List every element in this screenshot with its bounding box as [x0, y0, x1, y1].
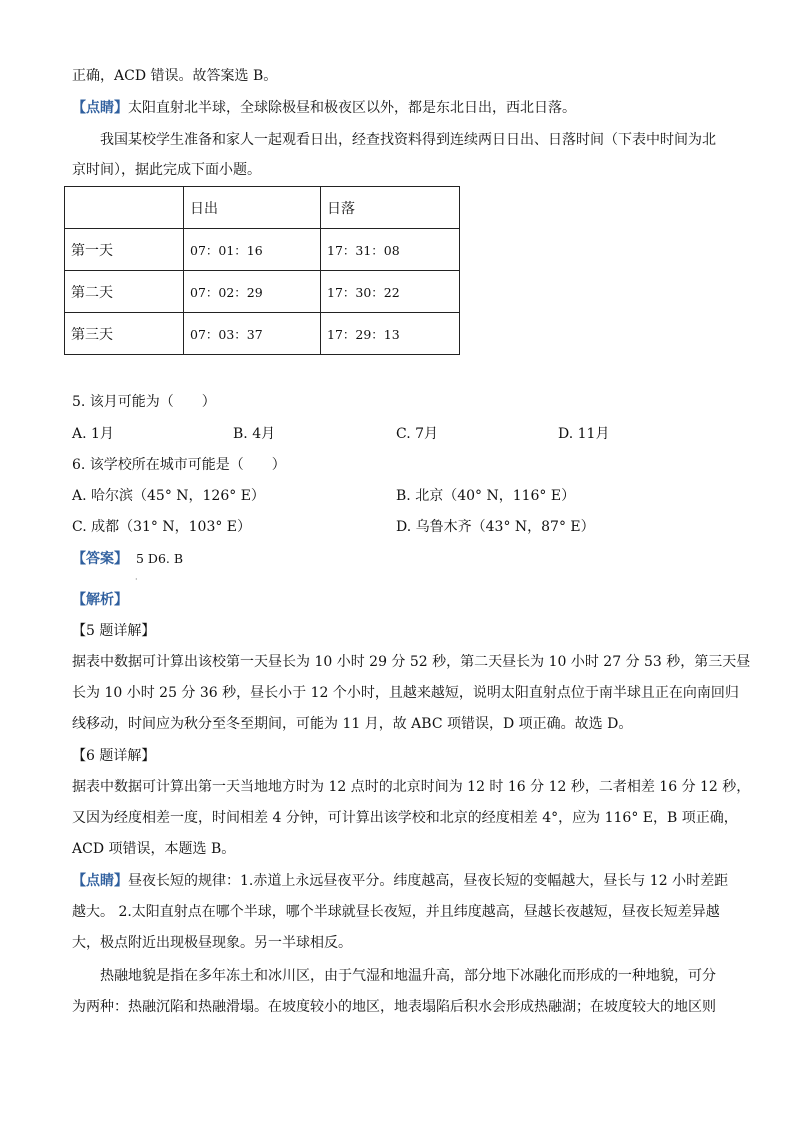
question-6-option-b: B. 北京（40° N，116° E） [396, 488, 576, 504]
thermokarst-line-1: 热融地貌是指在多年冻土和冰川区，由于气湿和地温升高，部分地下冰融化而形成的一种地貌，可分 [100, 968, 716, 984]
table-row [65, 229, 460, 271]
table-cell-day: 第一天 [65, 229, 184, 271]
intro-line-1: 我国某校学生准备和家人一起观看日出，经查找资料得到连续两日日出、日落时间（下表中时间为北 [100, 132, 716, 148]
dianjing-2-text: 昼夜长短的规律：1.赤道上永远昼夜平分。纬度越高，昼夜长短的变幅越大，昼长与 12 小时差距 [128, 873, 729, 889]
table-cell-day: 第二天 [65, 271, 184, 313]
table-header-cell: 日落 [321, 187, 460, 229]
sunrise-sunset-table [64, 186, 460, 355]
question-6-option-c: C. 成都（31° N，103° E） [72, 519, 252, 535]
dianjing-text: 太阳直射北半球，全球除极昼和极夜区以外，都是东北日出，西北日落。 [128, 100, 576, 116]
analysis-label: 【解析】 [72, 592, 128, 608]
question-6-stem: 6. 该学校所在城市可能是（ ） [72, 457, 286, 473]
table-cell-sunrise: 07：02：29 [184, 271, 321, 313]
question-5-stem: 5. 该月可能为（ ） [72, 394, 216, 410]
q6-detail-line-1: 据表中数据可计算出第一天当地地方时为 12 点时的北京时间为 12 时 16 分 12 秒，二者相差 16 分 12 秒， [72, 779, 751, 795]
table-cell-day: 第三天 [65, 313, 184, 355]
q5-detail-line-2: 长为 10 小时 25 分 36 秒，昼长小于 12 个小时，且越来越短，说明太阳直射点位于南半球且正在向南回归 [72, 685, 739, 701]
q6-detail-label: 【6 题详解】 [72, 748, 156, 764]
dianjing-paragraph-2-line-3: 大，极点附近出现极昼现象。另一半球相反。 [72, 935, 352, 951]
table-row [65, 271, 460, 313]
table-header-cell [65, 187, 184, 229]
question-6-option-a: A. 哈尔滨（45° N，126° E） [72, 488, 265, 504]
q6-detail-line-3: ACD 项错误，本题选 B。 [72, 841, 236, 857]
answer-value: 5 D6. B [136, 551, 184, 566]
intro-line-2: 京时间），据此完成下面小题。 [72, 162, 261, 178]
dianjing-paragraph-2-line-2: 越大。 2.太阳直射点在哪个半球，哪个半球就昼长夜短，并且纬度越高，昼越长夜越短，昼夜长短差异越 [72, 904, 720, 920]
thermokarst-line-2: 为两种：热融沉陷和热融滑塌。在坡度较小的地区，地表塌陷后积水会形成热融湖；在坡度较大的地区则 [72, 999, 716, 1015]
question-5-option-c: C. 7月 [396, 426, 439, 442]
q5-detail-line-3: 线移动，时间应为秋分至冬至期间，可能为 11 月，故 ABC 项错误，D 项正确。故选 D。 [72, 716, 633, 732]
dianjing-paragraph-2-line-1 [72, 871, 729, 891]
q6-detail-line-2: 又因为经度相差一度，时间相差 4 分钟，可计算出该学校和北京的经度相差 4°，应为 116° E，B 项正确， [72, 810, 738, 826]
question-6-option-d: D. 乌鲁木齐（43° N，87° E） [396, 519, 595, 535]
q5-detail-line-1: 据表中数据可计算出该校第一天昼长为 10 小时 29 分 52 秒，第二天昼长为 10 小时 27 分 53 秒，第三天昼 [72, 654, 751, 670]
table-header-row [65, 187, 460, 229]
q5-detail-label: 【5 题详解】 [72, 623, 156, 639]
question-5-option-b: B. 4月 [233, 426, 276, 442]
dianjing-2-label: 【点睛】 [72, 873, 128, 889]
question-5-option-a: A. 1月 [72, 426, 114, 442]
table-cell-sunset: 17：30：22 [321, 271, 460, 313]
answer-label: 【答案】 [72, 551, 128, 567]
table-cell-sunrise: 07：01：16 [184, 229, 321, 271]
dianjing-label: 【点睛】 [72, 100, 128, 116]
question-5-option-d: D. 11月 [558, 426, 610, 442]
answer-line [72, 549, 722, 569]
table-cell-sunrise: 07：03：37 [184, 313, 321, 355]
table-cell-sunset: 17：29：13 [321, 313, 460, 355]
table-header-cell: 日出 [184, 187, 321, 229]
table-cell-sunset: 17：31：08 [321, 229, 460, 271]
decorative-dot: · [135, 575, 138, 584]
dianjing-paragraph-1 [72, 98, 722, 118]
table-row [65, 313, 460, 355]
paragraph-conclusion: 正确，ACD 错误。故答案选 B。 [72, 68, 278, 84]
analysis-label-line [72, 590, 722, 610]
